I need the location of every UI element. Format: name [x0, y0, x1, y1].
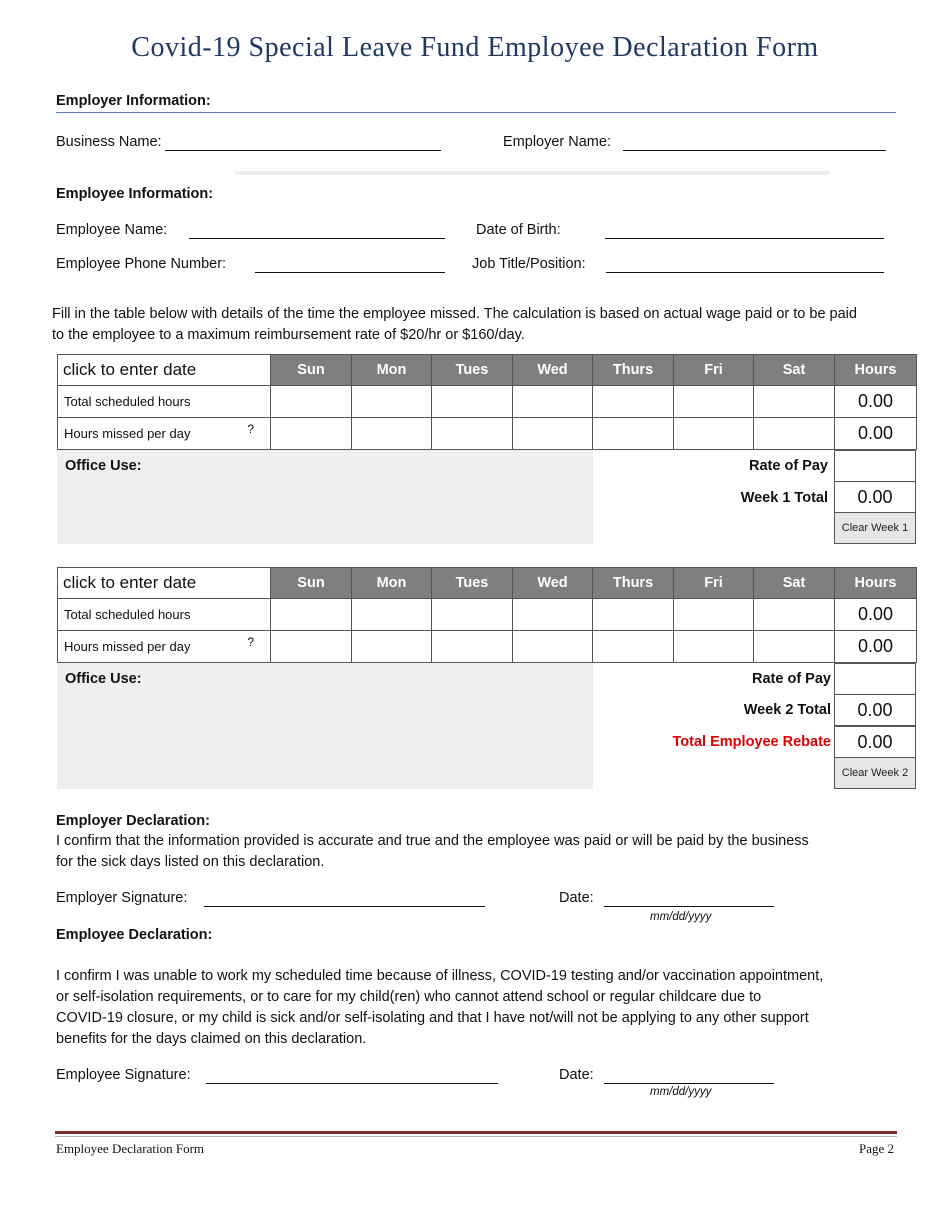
day-header-sat: Sat: [754, 568, 835, 599]
week1-missed-sun-input[interactable]: [271, 418, 352, 450]
week1-date-picker[interactable]: click to enter date: [58, 355, 271, 386]
business-name-field[interactable]: [165, 150, 441, 151]
week2-missed-total: 0.00: [835, 631, 917, 663]
help-icon[interactable]: ?: [247, 635, 254, 649]
week2-scheduled-total: 0.00: [835, 599, 917, 631]
day-header-sat: Sat: [754, 355, 835, 386]
day-header-mon: Mon: [352, 568, 432, 599]
employer-info-heading: Employer Information:: [56, 93, 211, 109]
week2-table: [57, 567, 917, 663]
week1-missed-tues-input[interactable]: [432, 418, 513, 450]
employer-date-field[interactable]: [604, 906, 774, 907]
employee-declaration-heading: Employee Declaration:: [56, 927, 213, 943]
week1-missed-total: 0.00: [835, 418, 917, 450]
week1-scheduled-total: 0.00: [835, 386, 917, 418]
employee-date-label: Date:: [559, 1067, 594, 1083]
day-header-mon: Mon: [352, 355, 432, 386]
week2-missed-fri-input[interactable]: [674, 631, 754, 663]
week1-total-label: Week 1 Total: [740, 490, 828, 506]
week2-missed-wed-input[interactable]: [513, 631, 593, 663]
employee-name-label: Employee Name:: [56, 222, 168, 238]
week2-missed-sun-input[interactable]: [271, 631, 352, 663]
week1-scheduled-tues-input[interactable]: [432, 386, 513, 418]
hours-missed-cell: [58, 631, 271, 663]
employer-date-label: Date:: [559, 890, 594, 906]
phone-label: Employee Phone Number:: [56, 256, 227, 272]
week2-scheduled-tues-input[interactable]: [432, 599, 513, 631]
day-header-sun: Sun: [271, 355, 352, 386]
day-header-wed: Wed: [513, 568, 593, 599]
week1-scheduled-sat-input[interactable]: [754, 386, 835, 418]
week2-scheduled-sat-input[interactable]: [754, 599, 835, 631]
week1-rate-label: Rate of Pay: [749, 458, 828, 474]
week1-scheduled-sun-input[interactable]: [271, 386, 352, 418]
declaration-line: or self-isolation requirements, or to care for my child(ren) who cannot attend school or regular childcare due to: [56, 989, 762, 1005]
business-name-label: Business Name:: [56, 134, 162, 150]
week2-scheduled-mon-input[interactable]: [352, 599, 432, 631]
employee-signature-field[interactable]: [206, 1083, 498, 1084]
week2-total-label: Week 2 Total: [743, 702, 831, 718]
hours-header: Hours: [835, 355, 917, 386]
employee-declaration-text: [56, 966, 936, 1050]
employee-date-hint: mm/dd/yyyy: [650, 1086, 712, 1098]
week2-scheduled-wed-input[interactable]: [513, 599, 593, 631]
instructions-line: Fill in the table below with details of the time the employee missed. The calculation is based on actual wage paid or to be paid: [52, 306, 857, 322]
declaration-line: COVID-19 closure, or my child is sick and/or self-isolating and that I have not/will not be applying to any other support: [56, 1010, 809, 1026]
week2-missed-tues-input[interactable]: [432, 631, 513, 663]
week2-missed-sat-input[interactable]: [754, 631, 835, 663]
clear-week1-button[interactable]: Clear Week 1: [834, 512, 916, 544]
hours-missed-label: Hours missed per day: [64, 426, 191, 441]
employer-declaration-text: [56, 831, 936, 873]
footer-form-name: Employee Declaration Form: [56, 1141, 205, 1156]
week1-total-value: 0.00: [834, 481, 916, 513]
week1-missed-thurs-input[interactable]: [593, 418, 674, 450]
day-header-thurs: Thurs: [593, 355, 674, 386]
phone-field[interactable]: [255, 272, 445, 273]
page-title: Covid-19 Special Leave Fund Employee Declaration Form: [131, 32, 819, 63]
week2-date-picker[interactable]: click to enter date: [58, 568, 271, 599]
week1-rate-input[interactable]: [834, 450, 916, 482]
job-title-field[interactable]: [606, 272, 884, 273]
week2-scheduled-sun-input[interactable]: [271, 599, 352, 631]
week2-office-use-area: [57, 663, 593, 789]
day-header-tues: Tues: [432, 568, 513, 599]
week1-missed-sat-input[interactable]: [754, 418, 835, 450]
day-header-tues: Tues: [432, 355, 513, 386]
dob-field[interactable]: [605, 238, 884, 239]
dob-label: Date of Birth:: [476, 222, 561, 238]
employer-date-hint: mm/dd/yyyy: [650, 911, 712, 923]
employee-date-field[interactable]: [604, 1083, 774, 1084]
week1-office-use-area: [57, 450, 593, 544]
clear-week2-button[interactable]: Clear Week 2: [834, 757, 916, 789]
week2-rate-input[interactable]: [834, 663, 916, 695]
day-header-fri: Fri: [674, 355, 754, 386]
section-divider: [235, 171, 830, 175]
week2-scheduled-fri-input[interactable]: [674, 599, 754, 631]
day-header-thurs: Thurs: [593, 568, 674, 599]
week1-table: [57, 354, 917, 450]
week1-missed-mon-input[interactable]: [352, 418, 432, 450]
scheduled-hours-label: Total scheduled hours: [58, 386, 271, 418]
footer-page-number: Page 2: [858, 1141, 894, 1156]
employee-signature-label: Employee Signature:: [56, 1067, 191, 1083]
employee-info-heading: Employee Information:: [56, 186, 214, 202]
week1-scheduled-mon-input[interactable]: [352, 386, 432, 418]
section-divider: [56, 112, 896, 113]
declaration-line: benefits for the days claimed on this declaration.: [56, 1031, 367, 1047]
instructions: [52, 304, 942, 346]
instructions-line: to the employee to a maximum reimbursement rate of $20/hr or $160/day.: [52, 327, 525, 343]
week1-scheduled-fri-input[interactable]: [674, 386, 754, 418]
office-use-label: Office Use:: [65, 671, 142, 687]
employer-declaration-heading: Employer Declaration:: [56, 813, 210, 829]
employee-name-field[interactable]: [189, 238, 445, 239]
total-rebate-label: Total Employee Rebate: [672, 734, 831, 750]
hours-missed-cell: [58, 418, 271, 450]
footer-rule: [55, 1131, 897, 1134]
day-header-fri: Fri: [674, 568, 754, 599]
hours-header: Hours: [835, 568, 917, 599]
week2-missed-mon-input[interactable]: [352, 631, 432, 663]
declaration-line: I confirm that the information provided is accurate and true and the employee was paid or will be paid by the business: [56, 833, 809, 849]
week2-missed-thurs-input[interactable]: [593, 631, 674, 663]
employer-name-field[interactable]: [623, 150, 886, 151]
employer-signature-field[interactable]: [204, 906, 485, 907]
hours-missed-label: Hours missed per day: [64, 639, 191, 654]
job-title-label: Job Title/Position:: [472, 256, 586, 272]
day-header-wed: Wed: [513, 355, 593, 386]
scheduled-hours-label: Total scheduled hours: [58, 599, 271, 631]
employer-signature-label: Employer Signature:: [56, 890, 188, 906]
employer-name-label: Employer Name:: [503, 134, 611, 150]
week1-scheduled-thurs-input[interactable]: [593, 386, 674, 418]
week1-missed-wed-input[interactable]: [513, 418, 593, 450]
help-icon[interactable]: ?: [247, 422, 254, 436]
office-use-label: Office Use:: [65, 458, 142, 474]
declaration-line: for the sick days listed on this declaration.: [56, 854, 325, 870]
total-rebate-value: 0.00: [834, 726, 916, 758]
week1-missed-fri-input[interactable]: [674, 418, 754, 450]
week1-scheduled-wed-input[interactable]: [513, 386, 593, 418]
footer-rule: [55, 1136, 897, 1137]
week2-total-value: 0.00: [834, 694, 916, 726]
day-header-sun: Sun: [271, 568, 352, 599]
week2-scheduled-thurs-input[interactable]: [593, 599, 674, 631]
declaration-line: I confirm I was unable to work my scheduled time because of illness, COVID-19 testing and/or vaccination appointment,: [56, 968, 824, 984]
week2-rate-label: Rate of Pay: [752, 671, 831, 687]
